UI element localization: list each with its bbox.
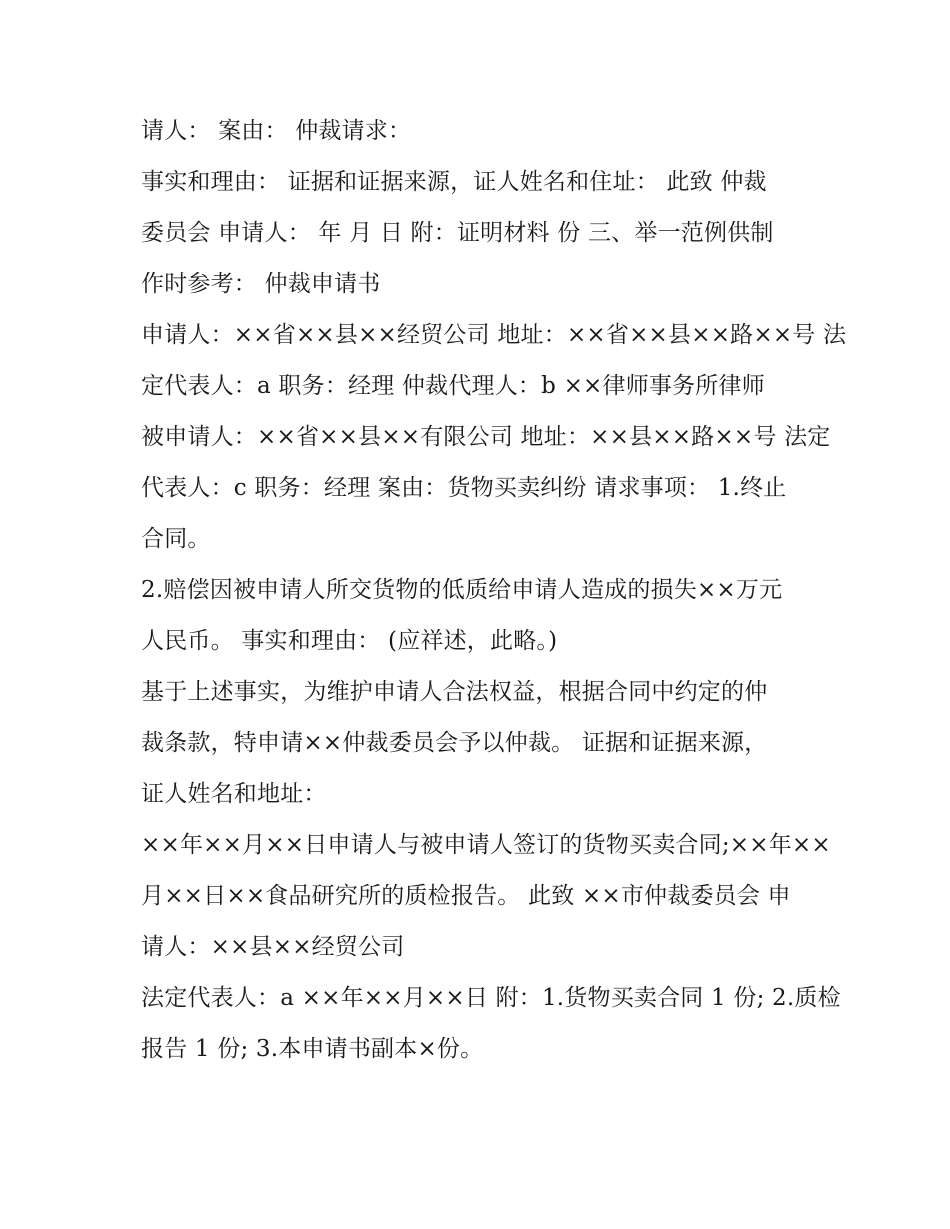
text-line: 委员会 申请人： 年 月 日 附：证明材料 份 三、举一范例供制 [141,220,774,246]
text-line: 申请人：××省××县××经贸公司 地址：××省××县××路××号 法 [141,322,847,348]
text-line: 月××日××食品研究所的质检报告。 此致 ××市仲裁委员会 申 [141,883,791,909]
text-line: ××年××月××日申请人与被申请人签订的货物买卖合同;××年×× [141,832,831,858]
text-line: 法定代表人：a ××年××月××日 附：1.货物买卖合同 1 份; 2.质检 [141,985,841,1011]
text-line: 被申请人：××省××县××有限公司 地址：××县××路××号 法定 [141,424,831,450]
document-body [141,109,847,1078]
text-line: 基于上述事实，为维护申请人合法权益，根据合同中约定的仲 [141,679,768,705]
text-line: 报告 1 份; 3.本申请书副本×份。 [141,1036,484,1062]
text-line: 人民币。 事实和理由： (应祥述，此略。) [141,628,558,654]
text-line: 请人： 案由： 仲裁请求： [141,118,412,144]
text-line: 代表人：c 职务：经理 案由：货物买卖纠纷 请求事项： 1.终止 [141,475,787,501]
text-line: 裁条款，特申请××仲裁委员会予以仲裁。 证据和证据来源， [141,730,768,756]
text-line: 证人姓名和地址： [141,781,327,807]
text-line: 作时参考： 仲裁申请书 [141,271,381,297]
text-line: 合同。 [141,526,211,552]
text-line: 2.赔偿因被申请人所交货物的低质给申请人造成的损失××万元 [141,577,783,603]
text-line: 定代表人：a 职务：经理 仲裁代理人：b ××律师事务所律师 [141,373,765,399]
text-line: 请人：××县××经贸公司 [141,934,405,960]
text-line: 事实和理由： 证据和证据来源，证人姓名和住址： 此致 仲裁 [141,169,767,195]
